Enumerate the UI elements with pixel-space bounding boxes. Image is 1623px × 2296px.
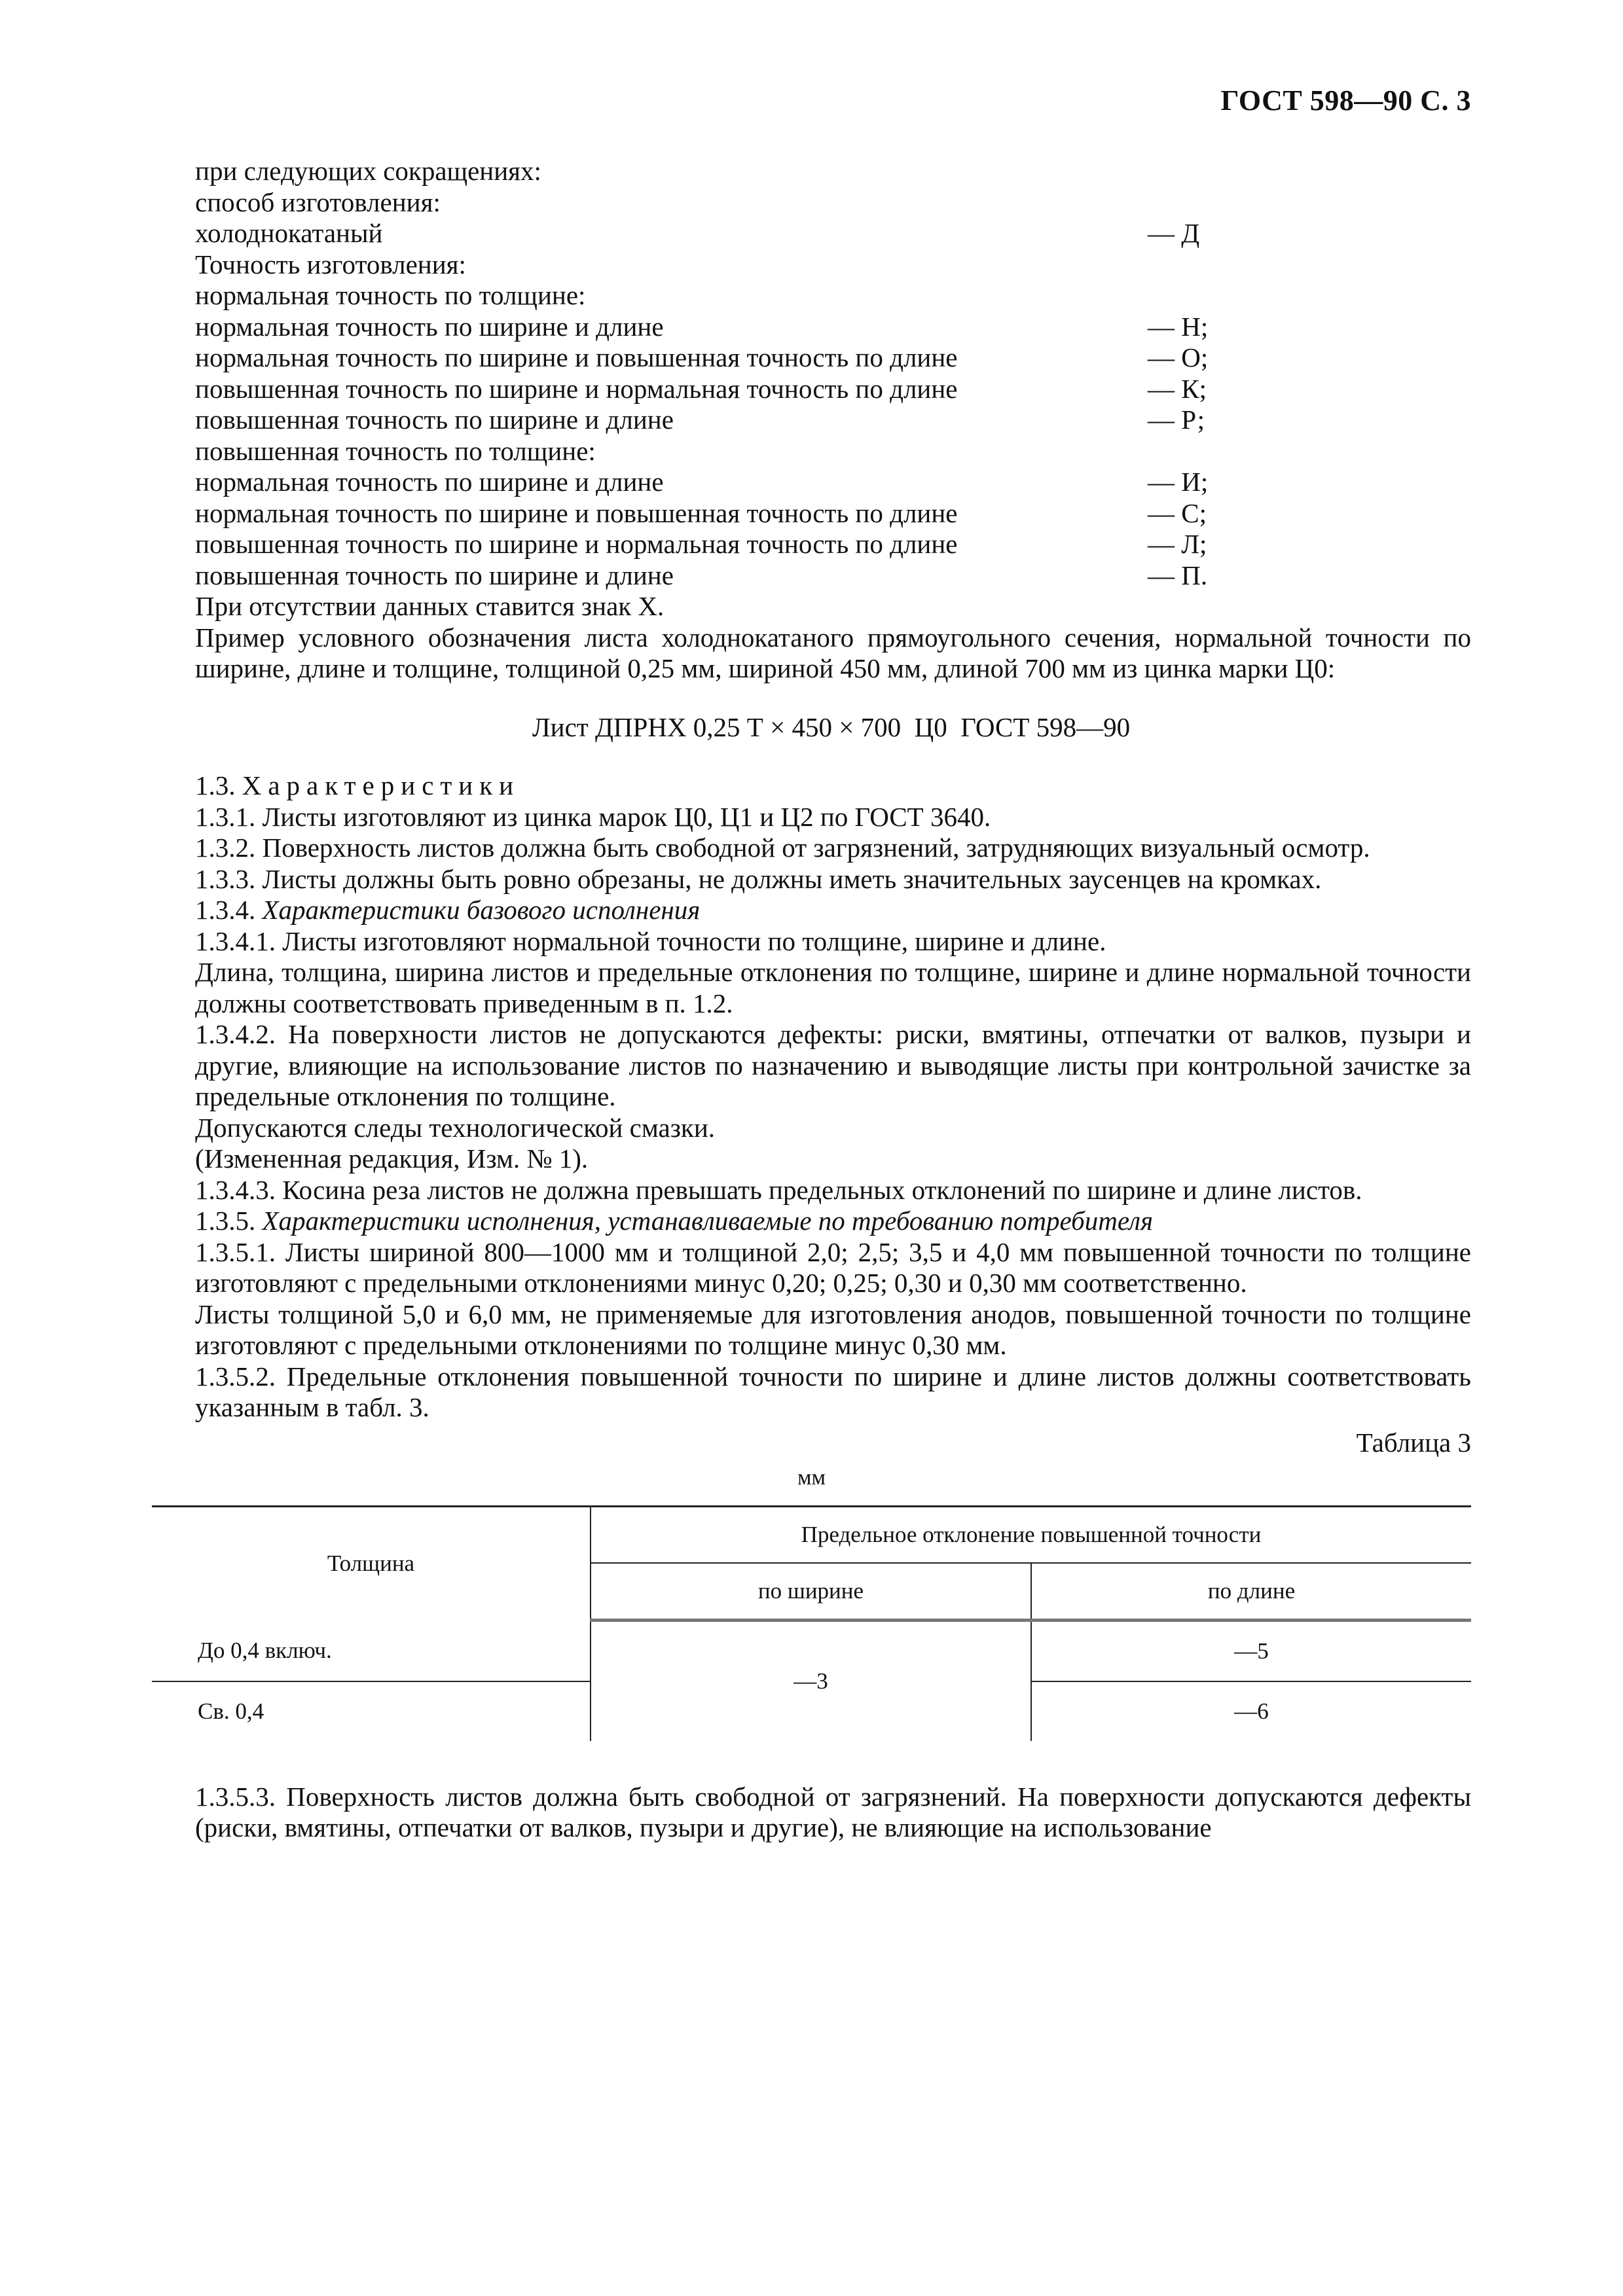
abbrev-label: повышенная точность по ширине и нормальная точность по длине [195,529,958,559]
section-title: Характеристики [242,770,520,800]
section-title: Характеристики базового исполнения [262,895,701,925]
section-number: 1.3. [195,770,242,800]
section-1-3-4-heading [152,895,1471,926]
accuracy-title: Точность изготовления: [195,249,466,279]
amendment-note: (Измененная редакция, Изм. № 1). [195,1143,589,1174]
paragraph-1-3-3: 1.3.3. Листы должны быть ровно обрезаны, не должны иметь значительных заусенцев на кромках. [195,863,1322,894]
abbrev-row [152,529,1471,560]
paragraph-1-3-1: 1.3.1. Листы изготовляют из цинка марок Ц0, Ц1 и Ц2 по ГОСТ 3640. [195,801,991,832]
paragraph-1-3-5-3: 1.3.5.3. Поверхность листов должна быть свободной от загрязнений. На поверхности допускаются дефекты (риски, вмятины, отпечатки от валков, пузыри и другие), не влияющие на использование [195,1781,1471,1842]
abbrev-row [152,404,1471,436]
header-deviation-group: Предельное отклонение повышенной точности [591,1506,1471,1563]
example-paragraph: Пример условного обозначения листа холоднокатаного прямоугольного сечения, нормальной точности по ширине, длине и толщине, толщиной 0,25 мм, шириной 450 мм, длиной 700 мм из цинка марки Ц0: [195,622,1471,683]
abbrev-code: — Л; [1148,529,1207,559]
abbrev-code: — Р; [1148,404,1205,435]
paragraph-1-3-5-1-cont: Листы толщиной 5,0 и 6,0 мм, не применяемые для изготовления анодов, повышенной точности по толщине изготовляют с предельными отклонениями по толщине минус 0,30 мм. [195,1299,1471,1360]
cell-thickness: Св. 0,4 [152,1681,591,1741]
abbrev-label: нормальная точность по ширине и повышенная точность по длине [195,497,958,528]
paragraph-1-3-5-1: 1.3.5.1. Листы шириной 800—1000 мм и толщиной 2,0; 2,5; 3,5 и 4,0 мм повышенной точности по толщине изготовляют с предельными отклонениями минус 0,20; 0,25; 0,30 и 0,30 мм соответственно. [195,1236,1471,1298]
header-by-width: по ширине [591,1563,1031,1621]
abbrev-label: повышенная точность по ширине и длине [195,404,674,435]
cell-thickness: До 0,4 включ. [152,1620,591,1681]
paragraph-1-3-4-3: 1.3.4.3. Косина реза листов не должна превышать предельных отклонений по ширине и длине листов. [195,1174,1362,1205]
paragraph-1-3-4-1-cont: Длина, толщина, ширина листов и предельные отклонения по толщине, ширине и длине нормальной точности должны соответствовать приведенным в п. 1.2. [195,957,1471,1018]
header-by-length: по длине [1031,1563,1471,1621]
section-title: Характеристики исполнения, устанавливаемые по требованию потребителя [262,1206,1154,1236]
abbrev-label: нормальная точность по ширине и длине [195,467,664,497]
method-title: способ изготовления: [195,187,441,217]
abbrev-label: повышенная точность по ширине и нормальная точность по длине [195,373,958,404]
table-caption: Таблица 3 [1356,1427,1471,1458]
paragraph-1-3-4-1: 1.3.4.1. Листы изготовляют нормальной точности по толщине, ширине и длине. [195,925,1106,956]
normal-thickness-title: нормальная точность по толщине: [195,280,586,310]
paragraph-1-3-4-2: 1.3.4.2. На поверхности листов не допускаются дефекты: риски, вмятины, отпечатки от валков, пузыри и другие, влияющие на использование листов по назначению и выводящие листы при контрольной зачистке за предельные отклонения по толщине. [195,1019,1471,1111]
page-header: ГОСТ 598—90 С. 3 [1220,84,1471,117]
abbrev-code: — Н; [1148,311,1209,342]
cell-length-deviation: —5 [1031,1620,1471,1681]
abbrev-row [152,374,1471,405]
abbrev-row [152,498,1471,529]
abbrev-label: нормальная точность по ширине и длине [195,311,664,342]
abbrev-code: — О; [1148,342,1209,372]
section-1-3-5-heading [152,1206,1471,1237]
section-number: 1.3.4. [195,895,263,925]
paragraph-1-3-2: 1.3.2. Поверхность листов должна быть свободной от загрязнений, затрудняющих визуальный осмотр. [195,833,1370,863]
high-thickness-title: повышенная точность по толщине: [195,435,596,466]
designation-formula: Лист ДПРНХ 0,25 Т × 450 × 700 Ц0 ГОСТ 598—90 [532,711,1131,742]
table-units: мм [797,1465,826,1490]
abbrev-code: — С; [1148,497,1207,528]
table-3 [152,1505,1471,1741]
abbreviations-intro: при следующих сокращениях: [195,156,541,186]
abbrev-label: нормальная точность по ширине и повышенная точность по длине [195,342,958,372]
section-1-3-heading [152,770,1471,802]
cell-length-deviation: —6 [1234,1698,1269,1724]
abbrev-label: холоднокатаный [195,218,383,248]
abbrev-row [152,218,1471,249]
table-row [152,1620,1471,1681]
abbrev-code: — К; [1148,373,1207,404]
abbrev-row [152,467,1471,498]
paragraph-1-3-4-2-cont: Допускаются следы технологической смазки. [195,1112,716,1143]
abbrev-label: повышенная точность по ширине и длине [195,560,674,590]
header-thickness: Толщина [152,1506,591,1620]
abbrev-row [152,560,1471,592]
abbrev-code: — П. [1148,560,1208,590]
abbrev-row [152,342,1471,374]
cell-width-deviation: —3 [591,1620,1031,1741]
abbrev-code: — Д [1148,218,1200,248]
abbrev-code: — И; [1148,467,1209,497]
section-number: 1.3.5. [195,1206,263,1236]
no-data-note: При отсутствии данных ставится знак X. [195,591,665,621]
paragraph-1-3-5-2: 1.3.5.2. Предельные отклонения повышенной точности по ширине и длине листов должны соответствовать указанным в табл. 3. [195,1361,1471,1422]
abbrev-row [152,312,1471,343]
document-body [152,156,1471,1844]
